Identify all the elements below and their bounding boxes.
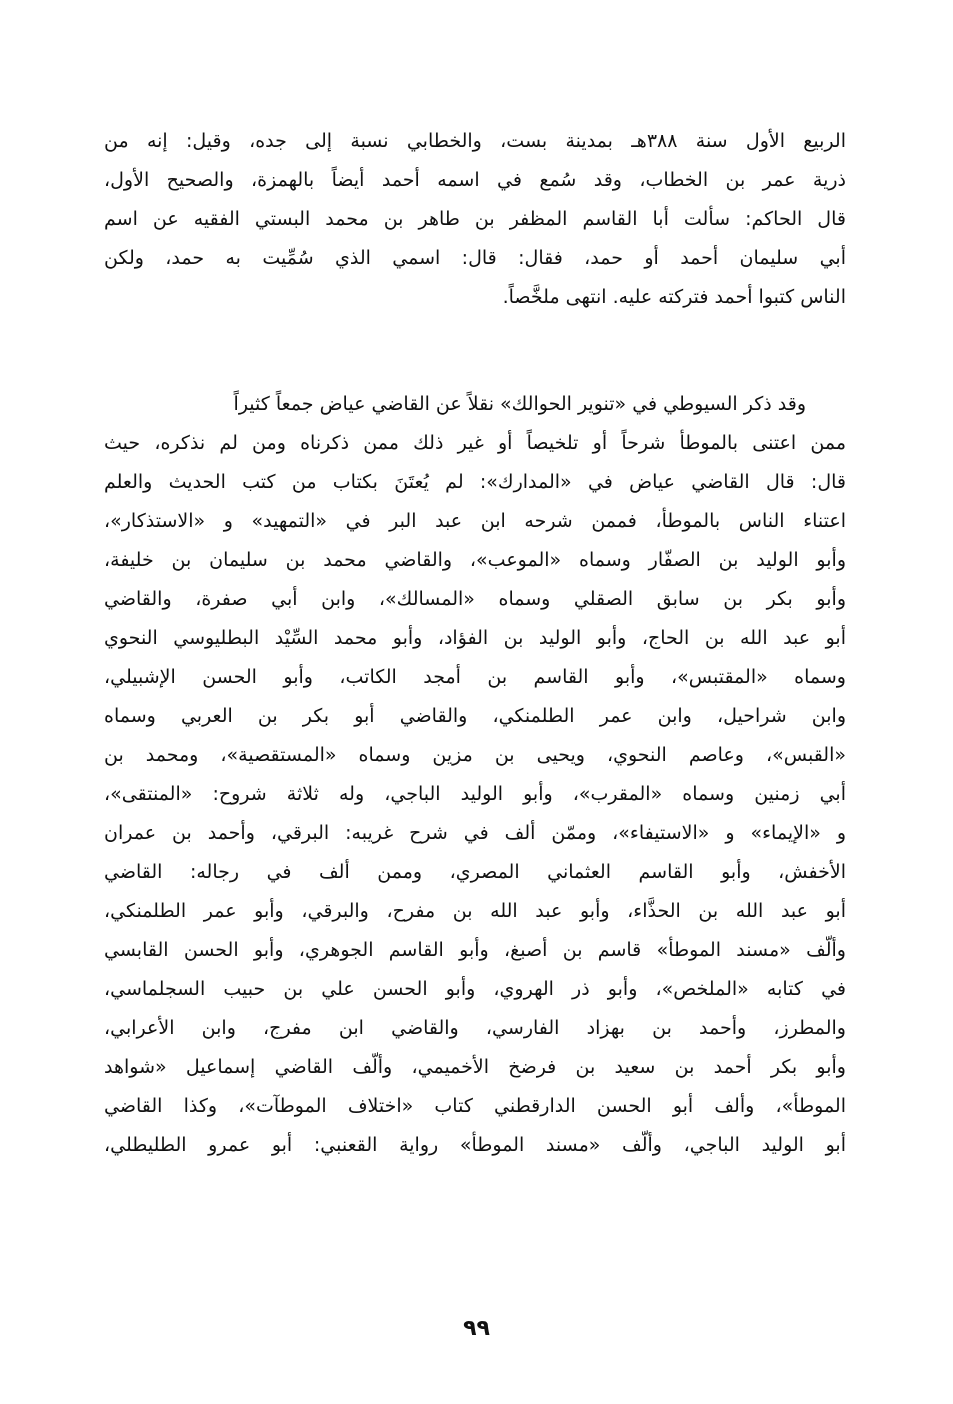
text-line: أبي سليمان أحمد أو حمد، فقال: قال: اسمي الذي سُمِّيت به حمد، ولكن bbox=[104, 247, 846, 269]
paragraph-1 bbox=[104, 122, 846, 317]
text-line: الناس كتبوا أحمد فتركته عليه. انتهى ملخَّصاً. bbox=[502, 286, 846, 308]
text-line: وأبو الوليد بن الصفّار وسماه «الموعب»، والقاضي محمد بن سليمان بن خليفة، bbox=[104, 549, 846, 571]
text-line: اعتناء الناس بالموطأ، فممن شرحه ابن عبد البر في «التمهيد» و «الاستذكار»، bbox=[104, 510, 846, 532]
text-line: وقد ذكر السيوطي في «تنوير الحوالك» نقلاً عن القاضي عياض جمعاً كثيراً bbox=[233, 393, 806, 415]
text-line: الموطأ»، وألف أبو الحسن الدارقطني كتاب «اختلاف الموطآت»، وكذا القاضي bbox=[104, 1095, 846, 1117]
text-line: الربيع الأول سنة ٣٨٨هـ بمدينة بست، والخطابي نسبة إلى جده، وقيل: إنه من bbox=[104, 130, 846, 152]
text-line: قال: قال القاضي عياض في «المدارك»: لم يُعتَنَ بكتاب من كتب الحديث والعلم bbox=[104, 471, 846, 493]
page-number: ٩٩ bbox=[463, 1316, 490, 1341]
text-line: وألّف «مسند الموطأ» قاسم بن أصبغ، وأبو القاسم الجوهري، وأبو الحسن القابسي bbox=[104, 939, 846, 961]
text-line: أبو عبد الله بن الحذَّاء، وأبو عبد الله بن مفرح، والبرقي، وأبو عمر الطلمنكي، bbox=[104, 900, 846, 922]
text-line: ذرية عمر بن الخطاب، وقد سُمع في اسمه أحمد أيضاً بالهمزة، والصحيح الأول، bbox=[104, 169, 846, 191]
paragraph-2 bbox=[104, 385, 846, 1165]
text-line: ممن اعتنى بالموطأ شرحاً أو تلخيصاً أو غير ذلك ممن ذكرناه ومن لم نذكره، حيث bbox=[104, 432, 846, 454]
text-line: أبو الوليد الباجي، وألّف «مسند الموطأ» رواية القعنبي: أبو عمرو الطليطلي، bbox=[104, 1134, 846, 1156]
text-line: في كتابه «الملخص»، وأبو ذر الهروي، وأبو الحسن علي بن حبيب السجلماسي، bbox=[104, 978, 846, 1000]
text-line: أبو عبد الله بن الحاج، وأبو الوليد بن الفؤاد، وأبو محمد السِّيْد البطليوسي النحوي bbox=[104, 627, 846, 649]
text-line: أبي زمنين وسماه «المقرب»، وأبو الوليد الباجي، وله ثلاثة شروح: «المنتقى»، bbox=[104, 783, 846, 805]
text-line: قال الحاكم: سألت أبا القاسم المظفر بن طاهر بن محمد البستي الفقيه عن اسم bbox=[104, 208, 846, 230]
text-line: و «الإيماء» و «الاستيفاء»، وممّن ألف في شرح غريبه: البرقي، وأحمد بن عمران bbox=[104, 822, 846, 844]
text-line: وسماه «المقتبس»، وأبو القاسم بن أمجد الكاتب، وأبو الحسن الإشبيلي، bbox=[104, 666, 846, 688]
text-line: وابن شراحيل، وابن عمر الطلمنكي، والقاضي أبو بكر بن العربي وسماه bbox=[104, 705, 846, 727]
text-line: «القبس»، وعاصم النحوي، ويحيى بن مزين وسماه «المستقصية»، ومحمد بن bbox=[104, 744, 846, 766]
text-line: والمطرز، وأحمد بن بهزاد الفارسي، والقاضي ابن مفرج، وابن الأعرابي، bbox=[104, 1017, 846, 1039]
text-line: وأبو بكر بن سابق الصقلي وسماه «المسالك»، وابن أبي صفرة، والقاضي bbox=[104, 588, 846, 610]
text-line: الأخفش، وأبو القاسم العثماني المصري، وممن ألف في رجاله: القاضي bbox=[104, 861, 846, 883]
text-line: وأبو بكر أحمد بن سعيد بن فرضخ الأخميمي، وألّف القاضي إسماعيل «شواهد bbox=[104, 1056, 846, 1078]
